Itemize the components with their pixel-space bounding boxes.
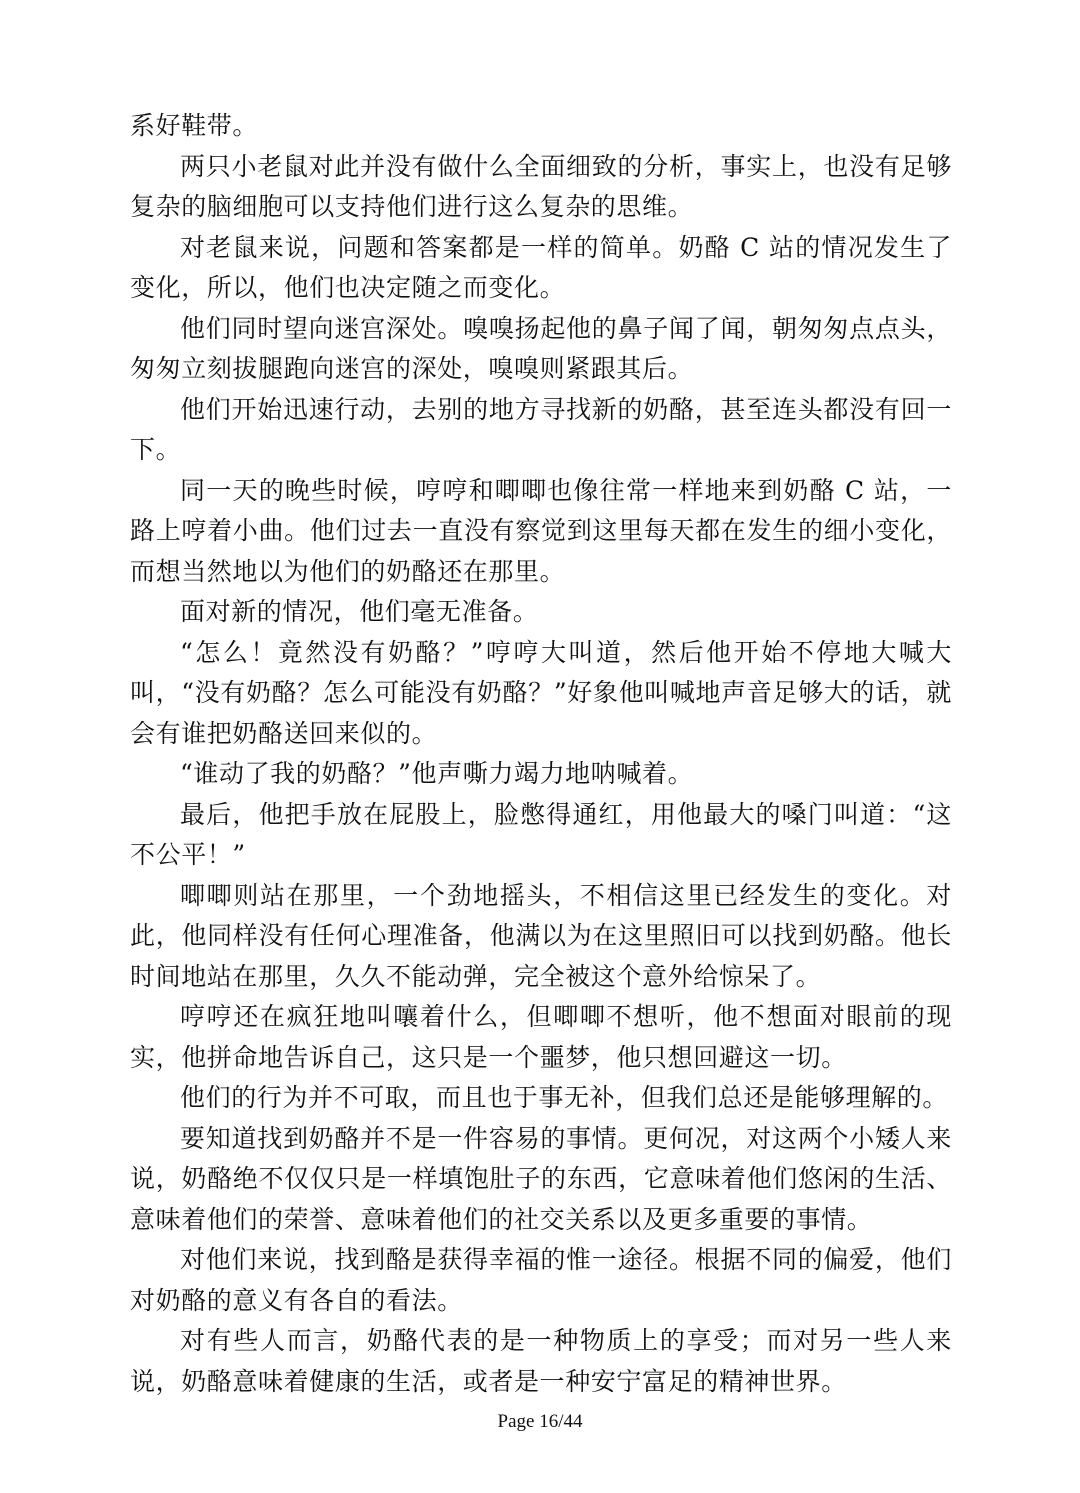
paragraph: 两只小老鼠对此并没有做什么全面细致的分析，事实上，也没有足够复杂的脑细胞可以支持他们进行这么复杂的思维。 bbox=[130, 151, 952, 221]
paragraph: 最后，他把手放在屁股上，脸憋得通红，用他最大的嗓门叫道：“这不公平！” bbox=[130, 799, 952, 869]
page-number: Page 16/44 bbox=[497, 1411, 583, 1432]
paragraph: 对他们来说，找到酪是获得幸福的惟一途径。根据不同的偏爱，他们对奶酪的意义有各自的看法。 bbox=[130, 1245, 952, 1315]
paragraph: 对老鼠来说，问题和答案都是一样的简单。奶酪 C 站的情况发生了变化，所以，他们也决定随之而变化。 bbox=[130, 232, 952, 302]
paragraph: 哼哼还在疯狂地叫嚷着什么，但唧唧不想听，他不想面对眼前的现实，他拼命地告诉自己，这只是一个噩梦，他只想回避这一切。 bbox=[130, 1002, 952, 1072]
paragraph: 他们的行为并不可取，而且也于事无补，但我们总还是能够理解的。 bbox=[180, 1083, 949, 1112]
paragraph: 同一天的晚些时候，哼哼和唧唧也像往常一样地来到奶酪 C 站，一路上哼着小曲。他们过去一直没有察觉到这里每天都在发生的细小变化，而想当然地以为他们的奶酪还在那里。 bbox=[130, 475, 952, 586]
paragraph: 唧唧则站在那里，一个劲地摇头，不相信这里已经发生的变化。对此，他同样没有任何心理准备，他满以为在这里照旧可以找到奶酪。他长时间地站在那里，久久不能动弹，完全被这个意外给惊呆了。 bbox=[130, 880, 952, 991]
paragraph: 系好鞋带。 bbox=[130, 111, 259, 140]
paragraph: 面对新的情况，他们毫无准备。 bbox=[180, 597, 539, 626]
paragraph: 他们同时望向迷宫深处。嗅嗅扬起他的鼻子闻了闻，朝匆匆点点头，匆匆立刻拔腿跑向迷宫的深处，嗅嗅则紧跟其后。 bbox=[130, 313, 952, 383]
paragraph: “怎么！竟然没有奶酪？”哼哼大叫道，然后他开始不停地大喊大叫，“没有奶酪？怎么可能没有奶酪？”好象他叫喊地声音足够大的话，就会有谁把奶酪送回来似的。 bbox=[130, 637, 952, 748]
paragraph: “谁动了我的奶酪？”他声嘶力竭力地呐喊着。 bbox=[180, 759, 694, 788]
body-text bbox=[130, 106, 952, 1402]
paragraph: 他们开始迅速行动，去别的地方寻找新的奶酪，甚至连头都没有回一下。 bbox=[130, 394, 952, 464]
paragraph: 对有些人而言，奶酪代表的是一种物质上的享受；而对另一些人来说，奶酪意味着健康的生活，或者是一种安宁富足的精神世界。 bbox=[130, 1326, 952, 1396]
paragraph: 要知道找到奶酪并不是一件容易的事情。更何况，对这两个小矮人来说，奶酪绝不仅仅只是一样填饱肚子的东西，它意味着他们悠闲的生活、意味着他们的荣誉、意味着他们的社交关系以及更多重要的事情。 bbox=[130, 1123, 952, 1234]
